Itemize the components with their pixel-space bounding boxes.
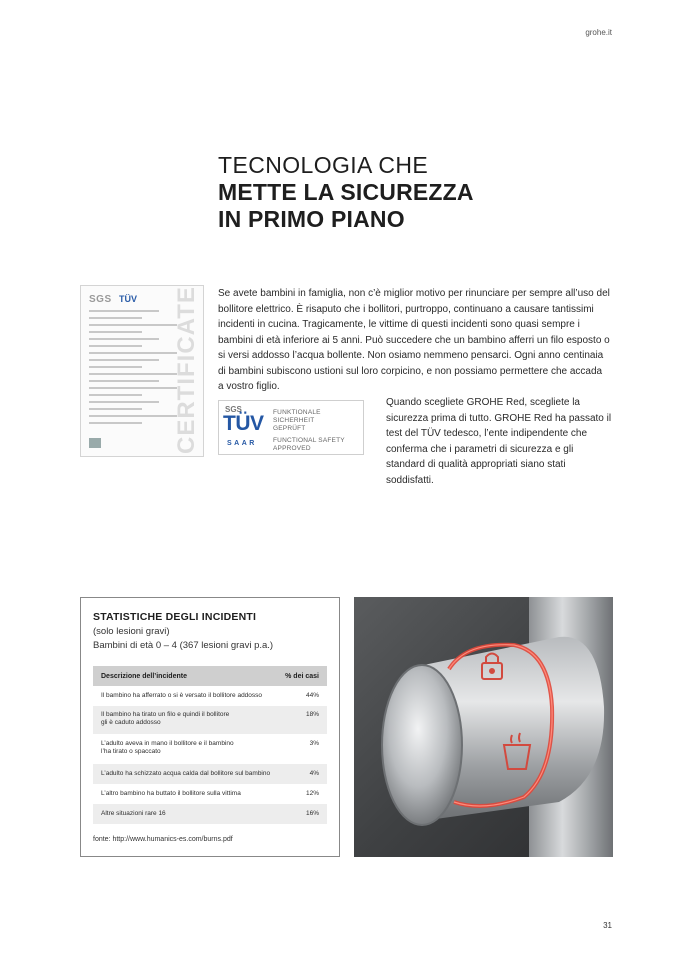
row-percent: 18% <box>305 711 319 718</box>
table-row <box>93 686 327 706</box>
tuv-logo-sgs: SGS <box>225 405 242 414</box>
row-description: Il bambino ha tirato un filo e quindi il bollitore gli è caduto addosso <box>101 711 230 726</box>
page-number: 31 <box>603 921 612 930</box>
row-percent: 16% <box>305 810 319 817</box>
table-row <box>93 764 327 784</box>
row-percent: 12% <box>305 790 319 797</box>
table-row <box>93 734 327 764</box>
tuv-line-2: GEPRÜFT <box>273 425 306 432</box>
col-header-description: Descrizione dell’incidente <box>101 672 187 680</box>
row-description: Il bambino ha afferrato o si è versato il bollitore addosso <box>101 692 263 699</box>
table-header <box>93 666 327 686</box>
grohe-red-handle-photo <box>354 597 613 857</box>
stats-subtitle-2: Bambini di età 0 – 4 (367 lesioni gravi p.a.) <box>93 640 274 651</box>
tuv-safety-badge <box>218 400 364 455</box>
headline-line-2: METTE LA SICUREZZA <box>218 179 474 205</box>
certificate-body-text <box>89 310 177 429</box>
certificate-sgs-logo: SGS <box>89 294 112 305</box>
table-row <box>93 706 327 734</box>
tuv-line-3: FUNCTIONAL SAFETY <box>273 437 345 444</box>
tuv-line-1: FUNKTIONALE SICHERHEIT <box>273 409 321 424</box>
page-headline <box>218 152 638 233</box>
site-url: grohe.it <box>585 28 612 37</box>
row-percent: 4% <box>309 770 319 777</box>
table-row <box>93 784 327 804</box>
tuv-badge-text <box>273 409 363 453</box>
row-description: L’adulto ha schizzato acqua calda dal bollitore sul bambino <box>101 770 271 777</box>
certificate-tuv-logo: TÜV <box>119 294 137 304</box>
row-description: L’adulto aveva in mano il bollitore e il bambino l’ha tirato o spaccato <box>101 740 234 755</box>
stats-title: STATISTICHE DEGLI INCIDENTI <box>93 611 257 623</box>
headline-line-1: TECNOLOGIA CHE <box>218 152 429 178</box>
intro-paragraph: Se avete bambini in famiglia, non c’è miglior motivo per rinunciare per sempre all’uso del bollitore elettrico. È risaputo che i bollitori, purtroppo, continuano a causare tantissimi incidenti in cucina. Tragicamente, le vittime di questi incidenti sono quasi sempre i bambini di età inferiore ai 5 anni. Può succedere che un bambino afferri un filo esposto o si versi addosso l’acqua bollente. Non osiamo nemmeno pensarci. Ogni anno centinaia di bambini subiscono ustioni sul loro corpicino, e non possiamo permettere che accada a vostro figlio. <box>218 288 610 392</box>
incident-statistics-box <box>80 597 340 857</box>
row-percent: 44% <box>305 692 319 699</box>
tuv-logo-saar: SAAR <box>227 440 257 447</box>
row-description: Altre situazioni rare 16 <box>101 810 166 817</box>
tuv-logo-word: TÜV <box>223 412 264 435</box>
incident-table <box>93 666 327 824</box>
certificate-watermark: CERTIFICATE <box>173 286 200 454</box>
stats-subtitle-1: (solo lesioni gravi) <box>93 626 170 637</box>
certificate-seal-icon <box>89 438 101 448</box>
tuv-logo <box>223 405 267 451</box>
table-row <box>93 804 327 824</box>
col-header-percent: % dei casi <box>285 672 319 680</box>
headline-line-3: IN PRIMO PIANO <box>218 206 405 232</box>
row-percent: 3% <box>309 740 319 747</box>
row-description: L’altro bambino ha buttato il bollitore sulla vittima <box>101 790 241 797</box>
tuv-line-4: APPROVED <box>273 445 311 452</box>
certificate-image <box>80 285 204 457</box>
stats-source: fonte: http://www.humanics-es.com/burns.pdf <box>93 836 233 843</box>
grohe-red-paragraph: Quando scegliete GROHE Red, scegliete la sicurezza prima di tutto. GROHE Red ha passato il test del TÜV tedesco, l’ente indipendente che conferma che i parametri di sicurezza e gli standard di qualità appropriati siano stati soddisfatti. <box>386 397 612 486</box>
